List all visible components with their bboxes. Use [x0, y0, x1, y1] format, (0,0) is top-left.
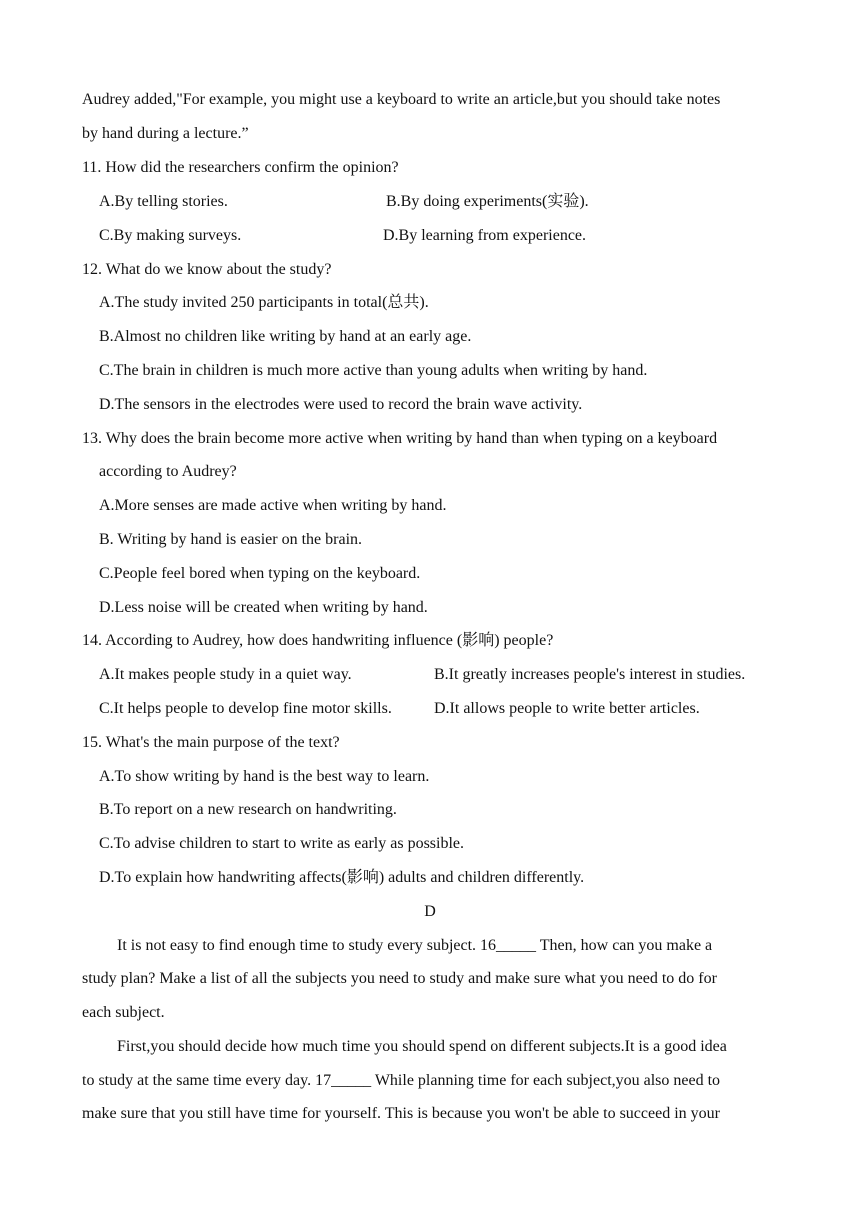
question-13-option-b: B. Writing by hand is easier on the brain.	[99, 531, 363, 548]
question-12-option-a: A.The study invited 250 participants in total(总共).	[99, 294, 429, 311]
question-12-option-b: B.Almost no children like writing by hand at an early age.	[99, 328, 472, 345]
question-11-stem: 11. How did the researchers confirm the opinion?	[82, 159, 399, 176]
question-13-option-d: D.Less noise will be created when writing by hand.	[99, 599, 428, 616]
paragraph-1-line-1: It is not easy to find enough time to study every subject. 16_____ Then, how can you make a	[117, 937, 713, 954]
question-11-option-c: C.By making surveys.	[99, 227, 242, 244]
question-12-option-c: C.The brain in children is much more active than young adults when writing by hand.	[99, 362, 648, 379]
question-11-option-b: B.By doing experiments(实验).	[386, 193, 589, 210]
question-15-option-d: D.To explain how handwriting affects(影响) adults and children differently.	[99, 869, 585, 886]
question-11-option-d: D.By learning from experience.	[383, 227, 587, 244]
question-13-option-a: A.More senses are made active when writing by hand.	[99, 497, 447, 514]
paragraph-2-line-3: make sure that you still have time for yourself. This is because you won't be able to succeed in your	[82, 1105, 720, 1122]
question-14-option-c: C.It helps people to develop fine motor skills.	[99, 700, 392, 717]
question-13-option-c: C.People feel bored when typing on the keyboard.	[99, 565, 421, 582]
question-15-option-b: B.To report on a new research on handwriting.	[99, 801, 397, 818]
question-14-stem: 14. According to Audrey, how does handwriting influence (影响) people?	[82, 632, 554, 649]
question-13-stem: 13. Why does the brain become more active when writing by hand than when typing on a keyboard	[82, 430, 718, 447]
section-heading: D	[424, 903, 436, 920]
paragraph-2-line-2: to study at the same time every day. 17_____ While planning time for each subject,you also need to	[82, 1072, 721, 1089]
paragraph-1-line-3: each subject.	[82, 1004, 165, 1021]
paragraph-2-line-1: First,you should decide how much time you should spend on different subjects.It is a good idea	[117, 1038, 727, 1055]
question-15-option-c: C.To advise children to start to write as early as possible.	[99, 835, 465, 852]
question-15-option-a: A.To show writing by hand is the best way to learn.	[99, 768, 430, 785]
paragraph-1-line-2: study plan? Make a list of all the subjects you need to study and make sure what you need to do for	[82, 970, 717, 987]
intro-line-2: by hand during a lecture.”	[82, 125, 249, 142]
question-15-stem: 15. What's the main purpose of the text?	[82, 734, 340, 751]
question-14-option-d: D.It allows people to write better articles.	[434, 700, 700, 717]
intro-line-1: Audrey added,"For example, you might use a keyboard to write an article,but you should take notes	[82, 91, 721, 108]
question-11-option-a: A.By telling stories.	[99, 193, 228, 210]
question-14-option-b: B.It greatly increases people's interest in studies.	[434, 666, 746, 683]
question-14-option-a: A.It makes people study in a quiet way.	[99, 666, 352, 683]
question-12-option-d: D.The sensors in the electrodes were used to record the brain wave activity.	[99, 396, 583, 413]
question-12-stem: 12. What do we know about the study?	[82, 261, 332, 278]
question-13-stem-continued: according to Audrey?	[99, 463, 237, 480]
